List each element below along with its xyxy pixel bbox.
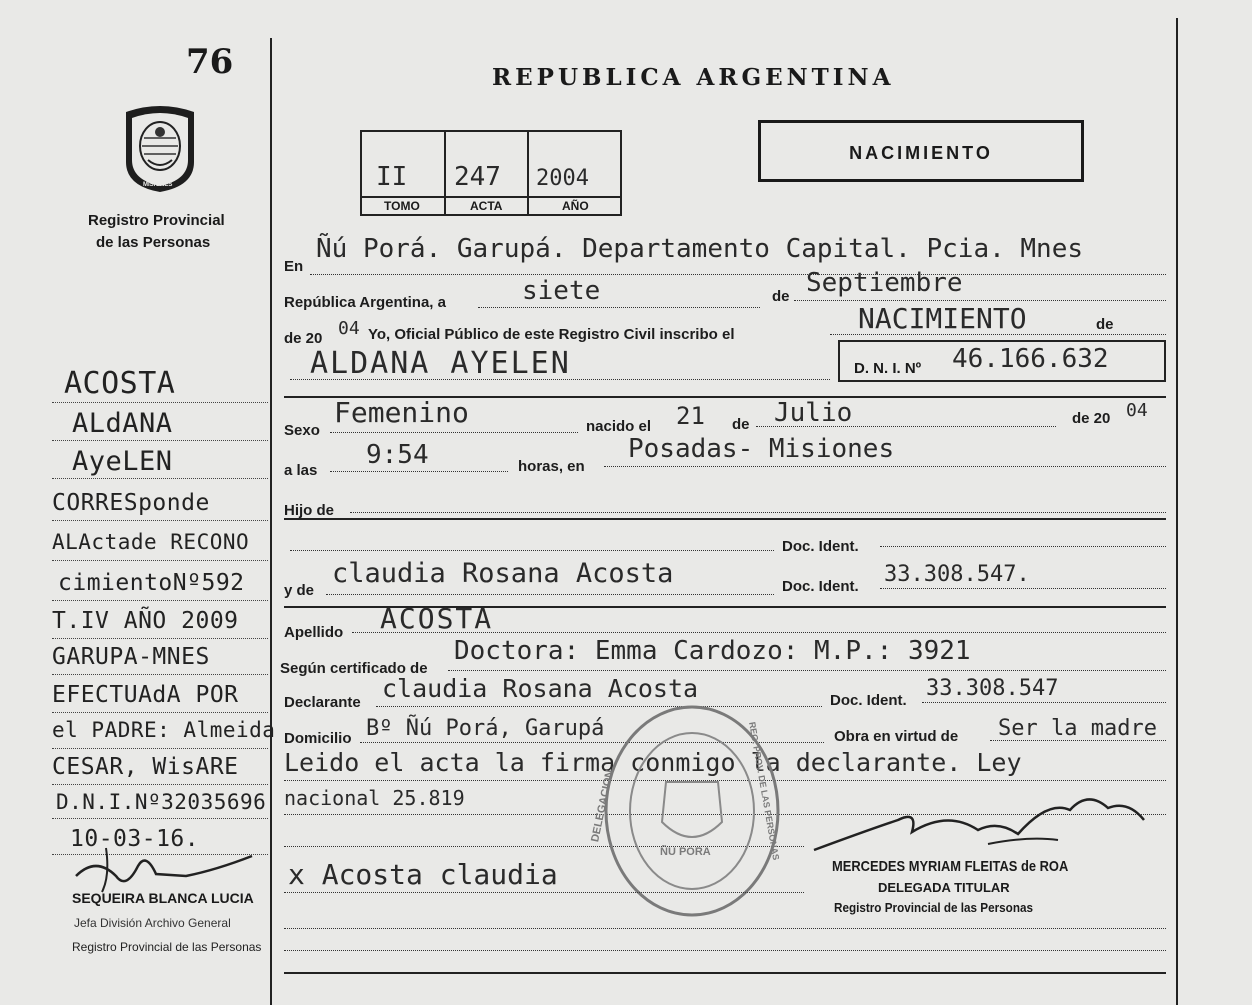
agency-line2: de las Personas — [96, 234, 211, 251]
stamp-right-text: REG. PROV. DE LAS PERSONAS — [747, 721, 782, 861]
acta-label: ACTA — [470, 199, 503, 213]
margin-signer-title: Jefa División Archivo General — [74, 916, 231, 930]
official-name: MERCEDES MYRIAM FLEITAS de ROA — [832, 858, 1069, 875]
margin-line-5: ALActade RECONO — [52, 530, 250, 554]
margin-line-11: CESAR, WisARE — [52, 754, 239, 780]
margin-signer-name: SEQUEIRA BLANCA LUCIA — [72, 890, 254, 906]
provincial-seal — [118, 98, 202, 194]
declarante-doc-value: 33.308.547 — [926, 676, 1059, 701]
mother-doc-label: Doc. Ident. — [782, 578, 859, 595]
agency-line1: Registro Provincial — [88, 212, 225, 229]
yde-label: y de — [284, 582, 315, 599]
birth-month-value: Julio — [774, 398, 853, 428]
book-reference-table — [360, 130, 622, 216]
ano-value: 2004 — [536, 166, 589, 191]
act-type-box — [758, 120, 1084, 182]
domicilio-value: Bº Ñú Porá, Garupá — [366, 716, 605, 741]
margin-line-4: CORRESponde — [52, 490, 210, 516]
official-org: Registro Provincial de las Personas — [834, 900, 1033, 915]
month-de-label: de — [772, 288, 790, 305]
inscribo-de-label: de — [1096, 316, 1114, 333]
seal-emblem-icon — [118, 98, 202, 194]
time-value: 9:54 — [366, 440, 429, 470]
margin-line-3: AyeLEN — [72, 446, 173, 477]
sexo-value: Femenino — [334, 396, 469, 429]
domicilio-label: Domicilio — [284, 730, 352, 747]
year-prefix-label: de 20 — [284, 330, 323, 347]
declarante-doc-label: Doc. Ident. — [830, 692, 907, 709]
month-value: Septiembre — [806, 268, 963, 298]
alas-label: a las — [284, 462, 318, 479]
country-title: REPUBLICA ARGENTINA — [492, 64, 895, 91]
ano-label: AÑO — [562, 199, 589, 213]
day-value: siete — [522, 276, 601, 306]
official-title: DELEGADA TITULAR — [878, 880, 1010, 895]
stamp-left-text: DELEGACION — [589, 768, 617, 844]
mother-name-value: claudia Rosana Acosta — [332, 558, 674, 589]
margin-line-1: ACOSTA — [64, 366, 176, 401]
horas-label: horas, en — [518, 458, 585, 475]
act-type-label: NACIMIENTO — [849, 143, 993, 163]
father-doc-label: Doc. Ident. — [782, 538, 859, 555]
en-label: En — [284, 258, 304, 275]
segun-label: Según certificado de — [280, 660, 428, 677]
apellido-value: ACOSTA — [380, 602, 494, 635]
dni-box — [838, 340, 1166, 382]
apellido-label: Apellido — [284, 624, 344, 641]
declarante-signature: x Acosta claudia — [288, 858, 558, 891]
nacido-label: nacido el — [586, 418, 652, 435]
sexo-label: Sexo — [284, 422, 320, 439]
mother-doc-value: 33.308.547. — [884, 562, 1030, 587]
margin-line-13: 10-03-16. — [70, 826, 200, 852]
margin-signature-icon — [66, 846, 266, 896]
right-border — [1176, 18, 1178, 1005]
acta-value: 247 — [454, 162, 501, 192]
margin-line-12: D.N.I.Nº32035696 — [56, 790, 267, 814]
declarante-value: claudia Rosana Acosta — [382, 674, 699, 703]
birth-day-value: 21 — [676, 402, 705, 430]
birth-year-prefix: de 20 — [1072, 410, 1111, 427]
margin-line-6: cimientoNº592 — [58, 570, 245, 596]
inscribo-label: Yo, Oficial Público de este Registro Civil inscribo el — [368, 326, 735, 343]
seal-top-text: PROVINCIA — [142, 101, 176, 107]
obra-value: Ser la madre — [998, 716, 1157, 741]
child-name-value: ALDANA AYELEN — [310, 346, 571, 381]
tomo-value: II — [376, 162, 408, 192]
declarante-label: Declarante — [284, 694, 361, 711]
margin-line-9: EFECTUAdA POR — [52, 682, 239, 708]
stamp-bottom-text: ÑU PORA — [660, 846, 711, 858]
dni-label: D. N. I. Nº — [854, 360, 922, 377]
tomo-label: TOMO — [384, 199, 420, 213]
place-value: Posadas- Misiones — [628, 434, 895, 464]
year-value: 04 — [338, 318, 360, 339]
republica-label: República Argentina, a — [284, 294, 446, 311]
leido-line1: Leido el acta la firma conmigo la declarante. Ley — [284, 748, 1022, 777]
inscribo-value: NACIMIENTO — [858, 302, 1027, 335]
birth-year-value: 04 — [1126, 400, 1148, 421]
folio-number: 76 — [186, 42, 234, 82]
margin-line-8: GARUPA-MNES — [52, 644, 210, 670]
officer-signature — [808, 780, 1158, 869]
margin-signer-org: Registro Provincial de las Personas — [72, 940, 262, 954]
margin-line-2: ALdANA — [72, 408, 173, 439]
margin-line-10: el PADRE: Almeida — [52, 718, 276, 742]
birth-de-label: de — [732, 416, 750, 433]
obra-label: Obra en virtud de — [834, 728, 959, 745]
en-value: Ñú Porá. Garupá. Departamento Capital. Pcia. Mnes — [316, 234, 1084, 264]
margin-line-7: T.IV AÑO 2009 — [52, 608, 239, 634]
segun-value: Doctora: Emma Cardozo: M.P.: 3921 — [454, 636, 971, 666]
margin-divider — [270, 38, 272, 1005]
hijo-label: Hijo de — [284, 502, 335, 519]
dni-value: 46.166.632 — [952, 344, 1109, 374]
officer-signature-icon — [808, 780, 1158, 864]
seal-bottom-text: MISIONES — [143, 182, 173, 188]
leido-line2: nacional 25.819 — [284, 786, 465, 810]
